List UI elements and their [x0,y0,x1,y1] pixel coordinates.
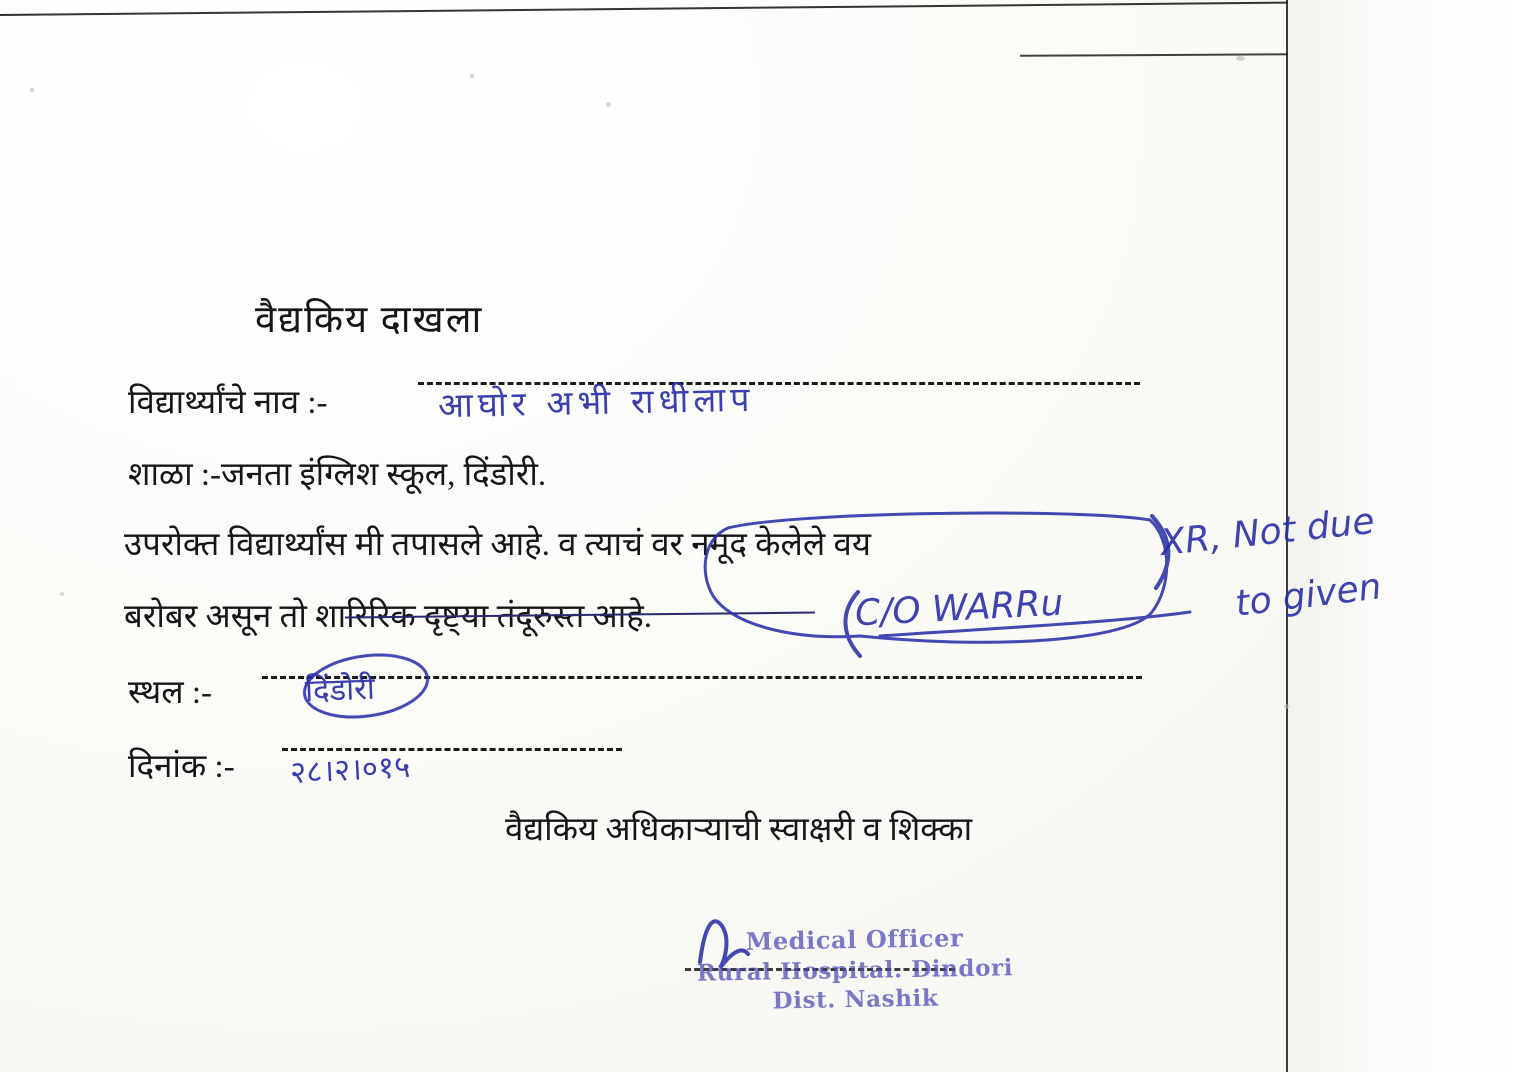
stamp-line-district: Dist. Nashik [772,984,939,1015]
label-school-text: शाळा :- [128,457,222,493]
annotation-to-given: to given [1233,566,1384,625]
body-line-1: उपरोक्त विद्यार्थ्यांस मी तपासले आहे. व त्याचं वर नमूद केलेले वय [124,527,871,563]
label-date: दिनांक :- [128,749,235,785]
body-line-2: बरोबर असून तो शारिरिक दृष्ट्या तंदूरुस्त आहे. [124,599,653,635]
page-title: वैद्यकिय दाखला [255,299,484,341]
value-date: २८।२।०१५ [289,748,412,792]
value-student-name: आघोर अभी राधीलाप [437,379,755,427]
annotation-co-warru: C/O WARRu [854,582,1065,635]
value-place: दिंडोरी [304,670,376,710]
label-place: स्थल :- [128,675,213,711]
stamp-line-hospital: Rural Hospital. Dindori [696,953,1014,987]
official-stamp [689,922,1021,1017]
value-school-text: जनता इंग्लिश स्कूल, दिंडोरी. [221,457,547,493]
stamp-line-designation: Medical Officer [745,923,964,956]
place-fill-rule [262,676,1142,679]
label-student-name: विद्यार्थ्यांचे नाव :- [128,385,328,421]
signature-caption: वैद्यकिय अधिकाऱ्याची स्वाक्षरी व शिक्का [505,812,973,848]
label-school [128,450,546,495]
annotation-xr-not-due: XR, Not due [1158,500,1377,565]
